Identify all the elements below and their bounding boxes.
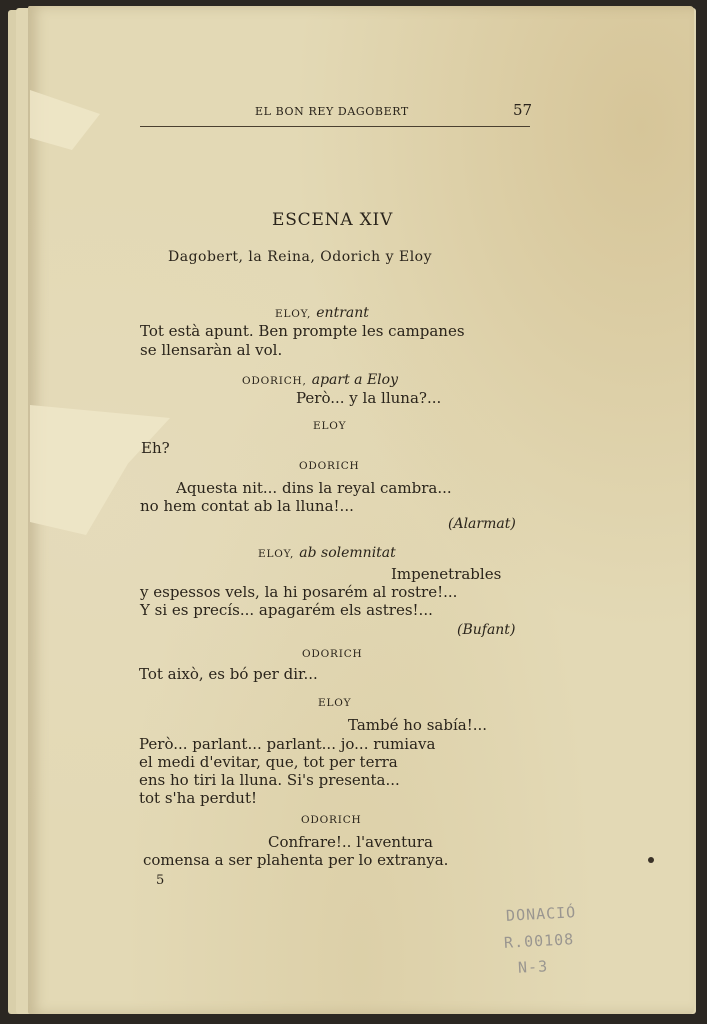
- verse-line: Y si es precís... apagarém els astres!...: [140, 601, 433, 619]
- speaker-odorich-3: ODORICH: [302, 648, 363, 660]
- speaker-odorich-2: ODORICH: [299, 460, 360, 472]
- verse-line: Aquesta nit... dins la reyal cambra...: [176, 479, 452, 497]
- verse-line: y espessos vels, la hi posarém al rostre!...: [140, 583, 458, 601]
- donation-stamp-line2: R.00108: [503, 930, 575, 952]
- running-head: EL BON REY DAGOBERT: [255, 105, 409, 118]
- speaker-name: ODORICH,: [242, 375, 307, 387]
- stage-direction: (Bufant): [457, 622, 516, 638]
- ink-spot: [648, 857, 654, 863]
- speaker-odorich-4: ODORICH: [301, 814, 362, 826]
- verse-line: Però... parlant... parlant... jo... rumiava: [139, 735, 436, 753]
- verse-line: Impenetrables: [391, 565, 502, 583]
- speaker-name: ELOY,: [258, 548, 295, 560]
- verse-line: tot s'ha perdut!: [139, 789, 258, 807]
- verse-line: comensa a ser plahenta per lo extranya.: [143, 851, 449, 869]
- speaker-eloy-3: [258, 542, 396, 561]
- header-rule: [140, 126, 530, 127]
- verse-line: També ho sabía!...: [348, 716, 488, 734]
- verse-line: se llensaràn al vol.: [140, 341, 283, 359]
- verse-line: Però... y la lluna?...: [296, 389, 442, 407]
- donation-stamp-line3: N-3: [517, 957, 549, 977]
- verse-line: Tot està apunt. Ben prompte les campanes: [140, 322, 465, 340]
- speaker-eloy-2: ELOY: [313, 420, 347, 432]
- verse-line: Eh?: [141, 439, 170, 457]
- speaker-odorich-1: [242, 369, 398, 388]
- speaker-eloy-1: [275, 302, 369, 321]
- stage-direction: entrant: [316, 305, 369, 321]
- verse-line: no hem contat ab la lluna!...: [140, 497, 354, 515]
- scene-title: ESCENA XIV: [272, 210, 394, 230]
- verse-line: Confrare!.. l'aventura: [268, 833, 433, 851]
- page-number: 57: [513, 101, 533, 119]
- characters-line: Dagobert, la Reina, Odorich y Eloy: [168, 249, 433, 265]
- donation-stamp-line1: DONACIÓ: [505, 903, 577, 925]
- verse-line: ens ho tiri la lluna. Si's presenta...: [139, 771, 400, 789]
- folio-signature: 5: [156, 873, 165, 888]
- verse-line: Tot això, es bó per dir...: [139, 665, 318, 683]
- stage-direction: apart a Eloy: [311, 372, 398, 388]
- speaker-name: ELOY,: [275, 308, 312, 320]
- verse-line: el medi d'evitar, que, tot per terra: [139, 753, 398, 771]
- stage-direction: (Alarmat): [448, 516, 516, 532]
- stage-direction: ab solemnitat: [299, 545, 396, 561]
- speaker-eloy-4: ELOY: [318, 697, 352, 709]
